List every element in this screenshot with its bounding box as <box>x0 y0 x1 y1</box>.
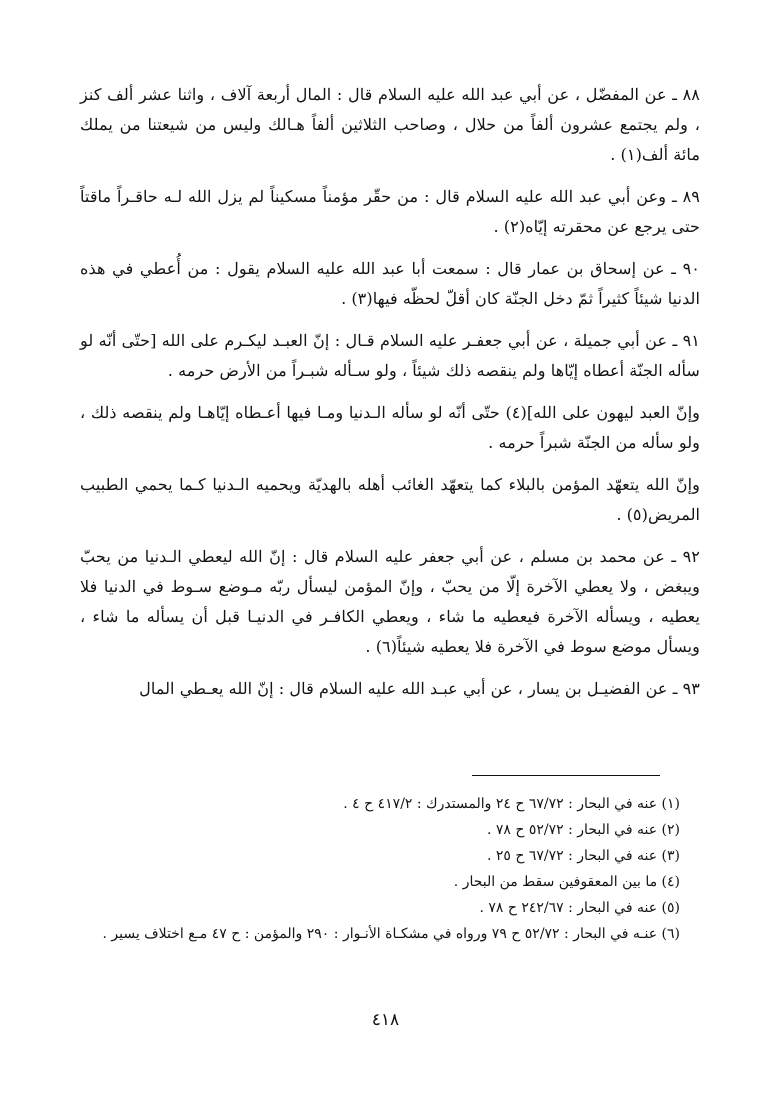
hadith-89: ٨٩ ـ وعن أبي عبد الله عليه السلام قال : من حقّر مؤمناً مسكيناً لم يزل الله لـه حاقـراً ماقتاً حتى يرجع عن محقرته إيّاه(٢) . <box>80 187 700 236</box>
hadith-90: ٩٠ ـ عن إسحاق بن عمار قال : سمعت أبا عبد الله عليه السلام يقول : من أُعطي في هذه الدنيا شيئاً كثيراً ثمّ دخل الجنّة كان أقلّ لحظّه فيها(٣) . <box>80 259 700 308</box>
main-text <box>80 80 700 716</box>
hadith-88: ٨٨ ـ عن المفضّل ، عن أبي عبد الله عليه السلام قال : المال أربعة آلاف ، واثنا عشر ألف كنز ، ولم يجتمع عشرون ألفاً من حلال ، وصاحب الثلاثين ألفاً هـالك وليس من شيعتنا من يملك مائة ألف(١) . <box>80 85 700 164</box>
footnote-6: (٦) عنـه في البحار : ٥٢/٧٢ ح ٧٩ ورواه في مشكـاة الأنـوار : ٢٩٠ والمؤمن : ح ٤٧ مـع اختلاف يسير . <box>102 926 680 942</box>
footnote-divider <box>472 775 660 776</box>
hadith-91: ٩١ ـ عن أبي جميلة ، عن أبي جعفـر عليه السلام قـال : إنّ العبـد ليكـرم على الله [حتّى أنّه لو سأله الجنّة أعطاه إيّاها ولم ينقصه ذلك شيئاً ، ولو سـأله شبـراً من الأرض حرمه . <box>80 331 700 380</box>
footnote-2: (٢) عنه في البحار : ٥٢/٧٢ ح ٧٨ . <box>486 822 680 838</box>
footnote-4: (٤) ما بين المعقوفين سقط من البحار . <box>453 874 680 890</box>
hadith-91-continued: وإنّ العبد ليهون على الله](٤) حتّى أنّه لو سأله الـدنيا ومـا فيها أعـطاه إيّاهـا ولم ينقصه ذلك ، ولو سأله من الجنّة شبراً حرمه . <box>80 403 701 452</box>
page-number: ٤١٨ <box>371 1010 400 1030</box>
footnote-5: (٥) عنه في البحار : ٢٤٢/٦٧ ح ٧٨ . <box>479 900 680 916</box>
hadith-91-conclusion: وإنّ الله يتعهّد المؤمن بالبلاء كما يتعهّد الغائب أهله بالهديّة ويحميه الـدنيا كـما يحمي الطبيب المريض(٥) . <box>80 475 700 524</box>
footnote-1: (١) عنه في البحار : ٦٧/٧٢ ح ٢٤ والمستدرك : ٤١٧/٢ ح ٤ . <box>343 796 680 812</box>
hadith-93: ٩٣ ـ عن الفضيـل بن يسار ، عن أبي عبـد الله عليه السلام قال : إنّ الله يعـطي المال <box>139 679 700 698</box>
hadith-92: ٩٢ ـ عن محمد بن مسلم ، عن أبي جعفر عليه السلام قال : إنّ الله ليعطي الـدنيا من يحبّ ويبغض ، ولا يعطي الآخرة إلّا من يحبّ ، وإنّ المؤمن ليسأل ربّه مـوضع سـوط في الدنيا فلا يعطيه ، ويسأله الآخرة فيعطيه ما شاء ، ويعطي الكافـر في الدنيـا قبل أن يسأله ما شاء ، ويسأل موضع سوط في الآخرة فلا يعطيه شيئاً(٦) . <box>80 547 700 656</box>
footnote-3: (٣) عنه في البحار : ٦٧/٧٢ ح ٢٥ . <box>486 848 680 864</box>
footnotes <box>86 791 680 947</box>
